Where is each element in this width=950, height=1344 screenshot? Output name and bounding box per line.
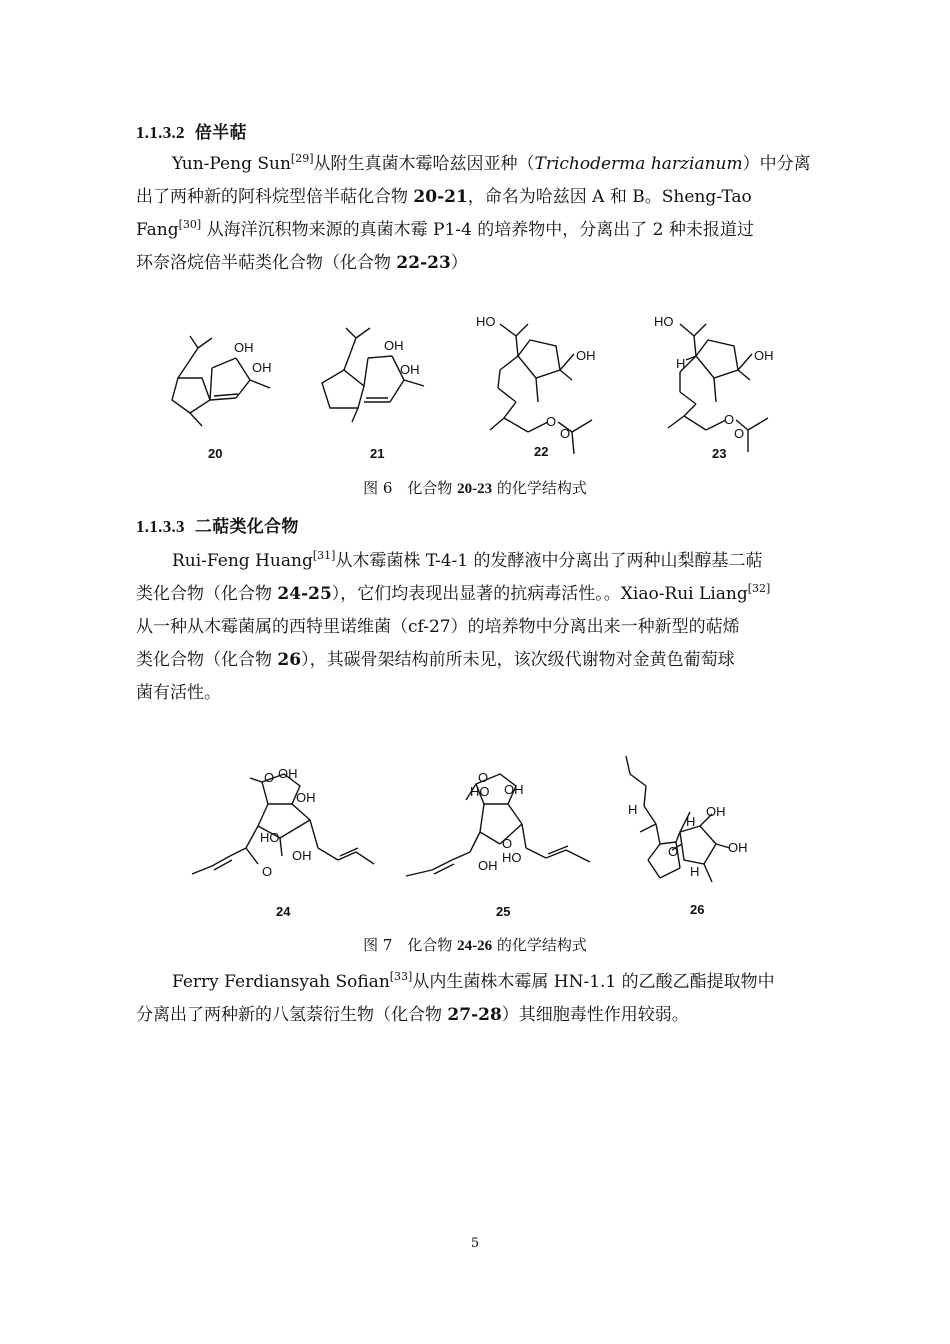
oh-label: OH <box>234 340 254 355</box>
text-span: 从内生菌株木霉属 HN-1.1 的乙酸乙酯提取物中 <box>412 972 775 992</box>
o-label: O <box>724 412 735 427</box>
compound-label-24: 24 <box>276 904 291 919</box>
compound-ref: 22-23 <box>396 253 451 273</box>
caption-text: 的化学结构式 <box>492 936 587 954</box>
caption-compounds: 20-23 <box>457 481 493 497</box>
citation: [29] <box>290 152 314 165</box>
caption-text: 图 6 化合物 <box>363 479 458 497</box>
text-line <box>136 148 811 181</box>
structure-25 <box>406 770 590 919</box>
caption-text: 的化学结构式 <box>492 479 587 497</box>
text-line <box>136 214 808 247</box>
compound-ref: 24-25 <box>277 584 332 604</box>
compound-label-21: 21 <box>370 446 385 461</box>
oh-label: OH <box>754 348 774 363</box>
ho-label: HO <box>502 850 522 865</box>
text-line <box>136 677 808 710</box>
structure-26 <box>626 756 748 917</box>
o-label: O <box>546 414 557 429</box>
text-span: 菌有活性。 <box>136 683 221 703</box>
h-label: H <box>690 864 700 879</box>
section-heading-1-1-3-3 <box>136 512 299 537</box>
oh-label: OH <box>400 362 420 377</box>
o-label: O <box>668 844 679 859</box>
compound-label-23: 23 <box>712 446 727 461</box>
structure-22 <box>476 314 596 459</box>
compound-label-20: 20 <box>208 446 223 461</box>
citation: [30] <box>178 218 202 231</box>
section-heading-1-1-3-2 <box>136 118 247 143</box>
author-name: Ferry Ferdiansyah Sofian <box>172 972 390 992</box>
text-span: 分离出了两种新的八氢萘衍生物（化合物 <box>136 1005 448 1025</box>
text-span: ），其碳骨架结构前所未见，该次级代谢物对金黄色葡萄球 <box>301 650 735 670</box>
compound-label-25: 25 <box>496 904 511 919</box>
text-line <box>136 545 808 578</box>
section-title: 倍半萜 <box>194 123 247 143</box>
text-span: ），它们均表现出显著的抗病毒活性。。Xiao-Rui Liang <box>331 584 748 604</box>
section-number: 1.1.3.2 <box>136 123 185 142</box>
citation: [33] <box>389 970 413 983</box>
structure-24 <box>192 766 374 919</box>
text-span: ） <box>450 253 468 273</box>
oh-label: OH <box>706 804 726 819</box>
oh-label: OH <box>384 338 404 353</box>
ho-label: HO <box>654 314 674 329</box>
text-span: Fang <box>136 220 179 240</box>
figure-7-structures <box>0 752 950 922</box>
oh-label: OH <box>296 790 316 805</box>
citation: [32] <box>747 582 771 595</box>
paragraph-sesquiterpenes <box>136 148 811 280</box>
structure-23 <box>654 314 774 461</box>
text-line <box>136 181 808 214</box>
text-span: ，命名为哈兹因 A 和 B。Sheng-Tao <box>467 187 752 207</box>
ho-label: HO <box>260 830 280 845</box>
o-label: O <box>560 426 571 441</box>
text-line <box>136 578 808 611</box>
text-span: 从海洋沉积物来源的真菌木霉 P1-4 的培养物中，分离出了 2 种未报道过 <box>201 220 754 240</box>
text-span: 类化合物（化合物 <box>136 650 278 670</box>
caption-text: 图 7 化合物 <box>363 936 458 954</box>
text-line <box>136 999 808 1032</box>
o-label: O <box>478 770 489 785</box>
text-line <box>136 611 808 644</box>
oh-label: OH <box>252 360 272 375</box>
text-span: 环奈洛烷倍半萜类化合物（化合物 <box>136 253 397 273</box>
text-span: ）中分离 <box>742 154 811 174</box>
compound-ref: 20-21 <box>413 187 468 207</box>
text-span: 从附生真菌木霉哈兹因亚种（ <box>313 154 535 174</box>
species-name: Trichoderma harzianum <box>534 154 743 174</box>
oh-label: OH <box>576 348 596 363</box>
h-label: H <box>628 802 638 817</box>
author-name: Yun-Peng Sun <box>172 154 291 174</box>
oh-label: OH <box>278 766 298 781</box>
page-number: 5 <box>470 1236 480 1251</box>
ho-label: HO <box>470 784 490 799</box>
oh-label: OH <box>478 858 498 873</box>
compound-ref: 26 <box>277 650 302 670</box>
h-label: H <box>676 356 686 371</box>
caption-compounds: 24-26 <box>457 938 493 954</box>
figure-6 <box>0 308 950 473</box>
citation: [31] <box>312 549 336 562</box>
oh-label: OH <box>728 840 748 855</box>
text-span: 类化合物（化合物 <box>136 584 278 604</box>
section-number: 1.1.3.3 <box>136 517 185 536</box>
oh-label: OH <box>504 782 524 797</box>
text-line <box>136 247 808 280</box>
figure-6-structures <box>0 308 950 473</box>
structure-21 <box>322 328 424 461</box>
text-span: 从木霉菌株 T-4-1 的发酵液中分离出了两种山梨醇基二萜 <box>335 551 763 571</box>
h-label: H <box>686 814 696 829</box>
o-label: O <box>502 836 513 851</box>
author-name: Rui-Feng Huang <box>172 551 313 571</box>
figure-6-caption <box>0 477 950 498</box>
section-title: 二萜类化合物 <box>194 517 299 537</box>
oh-label: OH <box>292 848 312 863</box>
compound-ref: 27-28 <box>447 1005 502 1025</box>
o-label: O <box>264 770 275 785</box>
text-span: ）其细胞毒性作用较弱。 <box>501 1005 689 1025</box>
compound-label-22: 22 <box>534 444 549 459</box>
o-label: O <box>734 426 745 441</box>
paragraph-diterpenes <box>136 545 808 710</box>
text-line <box>136 644 808 677</box>
ho-label: HO <box>476 314 496 329</box>
compound-label-26: 26 <box>690 902 705 917</box>
text-line <box>136 966 808 999</box>
text-span: 出了两种新的阿科烷型倍半萜化合物 <box>136 187 414 207</box>
figure-7-caption <box>0 934 950 955</box>
text-span: 从一种从木霉菌属的西特里诺维菌（cf-27）的培养物中分离出来一种新型的萜烯 <box>136 617 740 637</box>
structure-20 <box>172 336 272 461</box>
o-label: O <box>262 864 273 879</box>
paragraph-octahydronaphthalenes <box>136 966 808 1032</box>
figure-7 <box>0 752 950 922</box>
